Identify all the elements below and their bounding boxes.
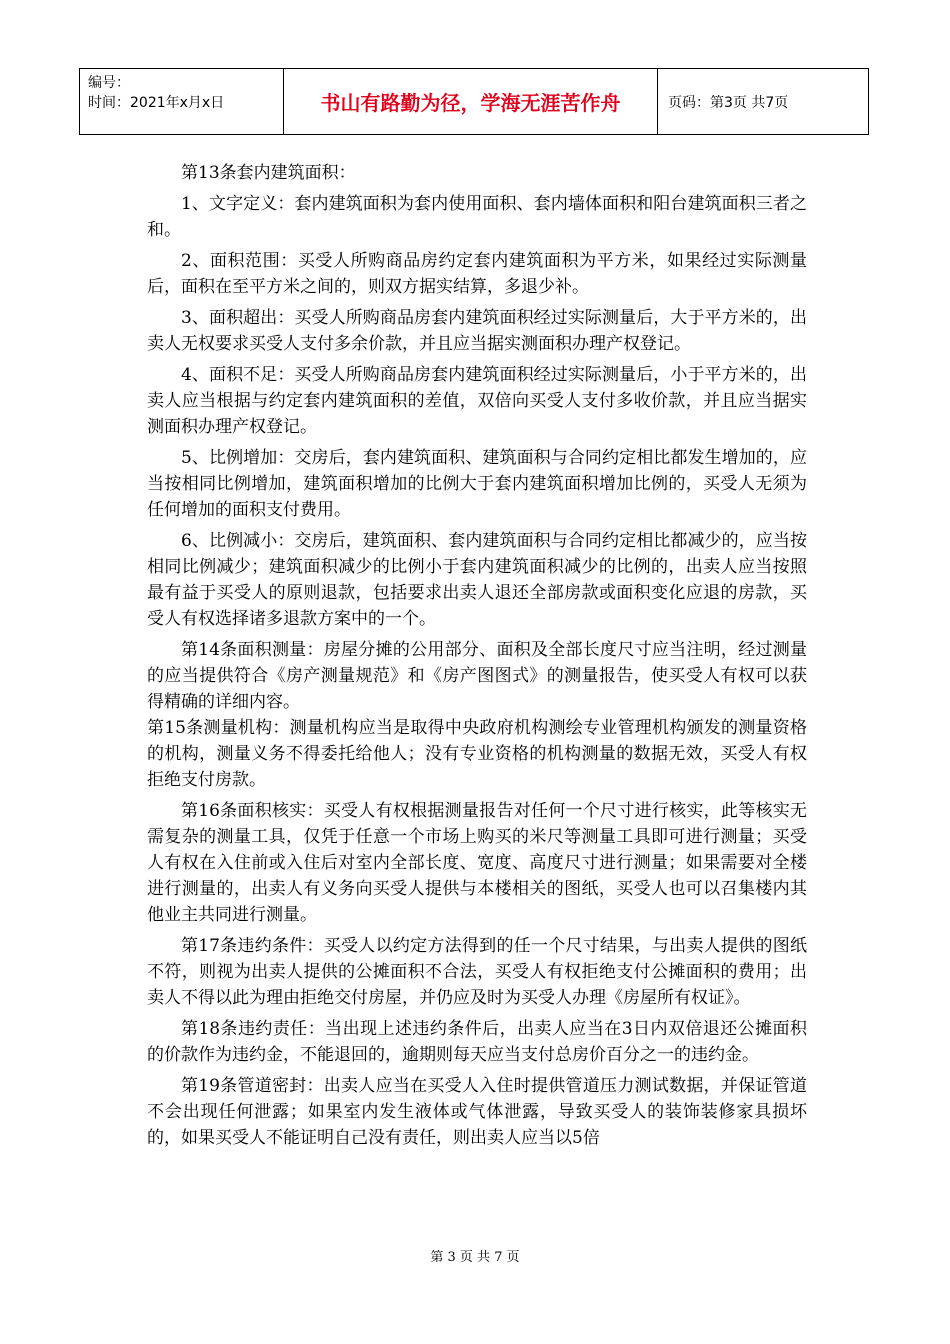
document-body [147,160,807,1156]
clause-18: 第18条违约责任：当出现上述违约条件后，出卖人应当在3日内双倍退还公摊面积的价款作为违约金，不能退回的，逾期则每天应当支付总房价百分之一的违约金。 [147,1019,807,1065]
clause-13-title: 第13条套内建筑面积： [181,163,356,183]
page-footer: 第 3 页 共 7 页 [430,1250,520,1265]
page-header [79,68,869,135]
clause-13-item-1: 1、文字定义：套内建筑面积为套内使用面积、套内墙体面积和阳台建筑面积三者之和。 [147,194,807,240]
clause-16: 第16条面积核实：买受人有权根据测量报告对任何一个尺寸进行核实，此等核实无需复杂的测量工具，仅凭于任意一个市场上购买的米尺等测量工具即可进行测量；买受人有权在入住前或入住后对室内全部长度、宽度、高度尺寸进行测量；如果需要对全楼进行测量的，出卖人有义务向买受人提供与本楼相关的图纸，买受人也可以召集楼内其他业主共同进行测量。 [147,801,807,925]
clause-13-item-2: 2、面积范围：买受人所购商品房约定套内建筑面积为平方米，如果经过实际测量后，面积在至平方米之间的，则双方据实结算，多退少补。 [147,251,807,297]
header-motto: 书山有路勤为径，学海无涯苦作舟 [284,69,658,134]
clause-13-item-5: 5、比例增加：交房后，套内建筑面积、建筑面积与合同约定相比都发生增加的，应当按相同比例增加，建筑面积增加的比例大于套内建筑面积增加比例的，买受人无须为任何增加的面积支付费用。 [147,448,807,520]
clause-17: 第17条违约条件：买受人以约定方法得到的任一个尺寸结果，与出卖人提供的图纸不符，则视为出卖人提供的公摊面积不合法，买受人有权拒绝支付公摊面积的费用；出卖人不得以此为理由拒绝交付房屋，并仍应及时为买受人办理《房屋所有权证》。 [147,936,807,1008]
clause-13-item-6: 6、比例减小：交房后，建筑面积、套内建筑面积与合同约定相比都减少的，应当按相同比例减少；建筑面积减少的比例小于套内建筑面积减少的比例的，出卖人应当按照最有益于买受人的原则退款，包括要求出卖人退还全部房款或面积变化应退的房款，买受人有权选择诸多退款方案中的一个。 [147,531,807,629]
header-meta [80,69,284,134]
clause-19: 第19条管道密封：出卖人应当在买受人入住时提供管道压力测试数据，并保证管道不会出现任何泄露；如果室内发生液体或气体泄露，导致买受人的装饰装修家具损坏的，如果买受人不能证明自己没有责任，则出卖人应当以5倍 [147,1076,807,1148]
clause-13-item-3: 3、面积超出：买受人所购商品房套内建筑面积经过实际测量后，大于平方米的，出卖人无权要求买受人支付多余价款，并且应当据实测面积办理产权登记。 [147,308,807,354]
clause-15: 第15条测量机构：测量机构应当是取得中央政府机构测绘专业管理机构颁发的测量资格的机构，测量义务不得委托给他人；没有专业资格的机构测量的数据无效，买受人有权拒绝支付房款。 [147,718,807,790]
clause-14: 第14条面积测量：房屋分摊的公用部分、面积及全部长度尺寸应当注明，经过测量的应当提供符合《房产测量规范》和《房产图图式》的测量报告，使买受人有权可以获得精确的详细内容。 [147,640,807,712]
number-label: 编号： [88,75,130,91]
clause-13-item-4: 4、面积不足：买受人所购商品房套内建筑面积经过实际测量后，小于平方米的，出卖人应当根据与约定套内建筑面积的差值，双倍向买受人支付多收价款，并且应当据实测面积办理产权登记。 [147,365,807,437]
date-label: 时间：2021年x月x日 [88,95,225,111]
header-page-info: 页码：第3页 共7页 [668,94,789,111]
